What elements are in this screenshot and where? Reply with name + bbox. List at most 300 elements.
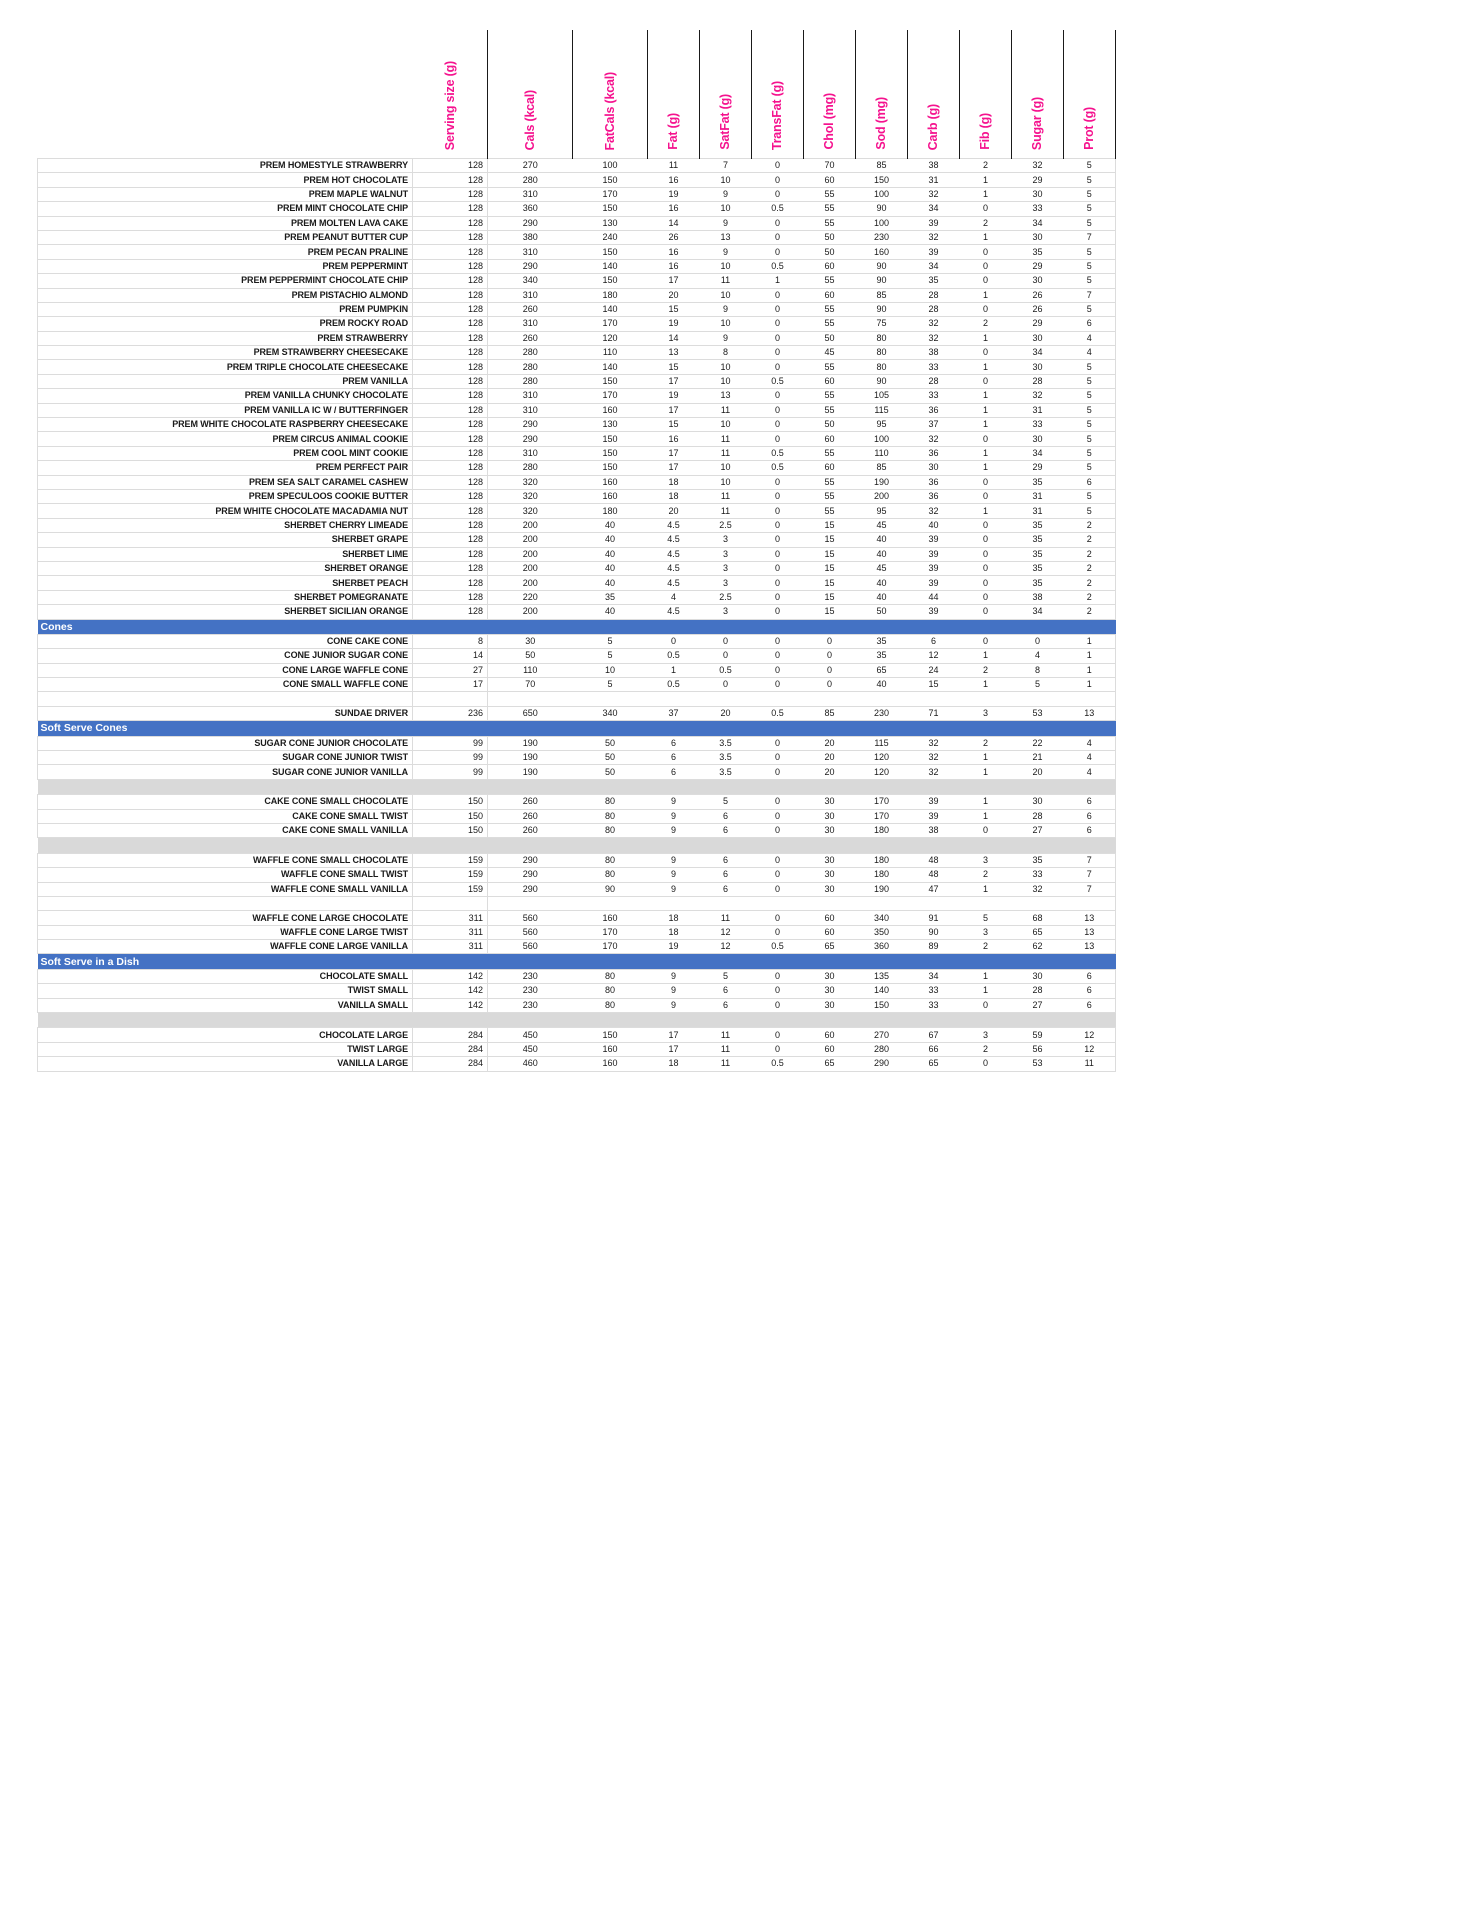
- item-value: 5: [700, 795, 752, 809]
- item-value: 34: [908, 259, 960, 273]
- item-value: 128: [413, 533, 488, 547]
- item-value: 0: [752, 925, 804, 939]
- item-value: 95: [856, 418, 908, 432]
- item-value: 4.5: [648, 518, 700, 532]
- item-value: 5: [1064, 302, 1116, 316]
- item-value: 6: [1064, 998, 1116, 1012]
- item-value: 5: [1064, 389, 1116, 403]
- item-value: 9: [700, 187, 752, 201]
- item-name: PREM MOLTEN LAVA CAKE: [38, 216, 413, 230]
- item-value: 60: [804, 432, 856, 446]
- item-value: 99: [413, 751, 488, 765]
- item-value: 50: [804, 331, 856, 345]
- item-name: WAFFLE CONE SMALL CHOCOLATE: [38, 853, 413, 867]
- item-value: 0: [752, 795, 804, 809]
- item-value: 0: [960, 605, 1012, 619]
- item-value: 35: [908, 274, 960, 288]
- item-value: 120: [856, 751, 908, 765]
- item-value: 30: [804, 969, 856, 983]
- item-value: 236: [413, 706, 488, 720]
- item-value: 340: [488, 274, 573, 288]
- item-value: 100: [856, 187, 908, 201]
- item-value: 0: [752, 245, 804, 259]
- item-value: 4: [1064, 765, 1116, 779]
- item-value: 9: [700, 216, 752, 230]
- item-value: 0: [752, 736, 804, 750]
- table-row: [38, 706, 1116, 720]
- item-value: 2: [960, 1042, 1012, 1056]
- spacer-cell: [38, 692, 413, 706]
- item-value: 128: [413, 346, 488, 360]
- column-header: [700, 30, 752, 159]
- item-value: 28: [908, 374, 960, 388]
- item-value: 6: [700, 882, 752, 896]
- item-value: 5: [1064, 173, 1116, 187]
- item-value: 30: [804, 823, 856, 837]
- item-value: 1: [1064, 678, 1116, 692]
- table-row: [38, 346, 1116, 360]
- item-value: 4: [1064, 331, 1116, 345]
- item-value: 9: [700, 245, 752, 259]
- item-value: 280: [488, 461, 573, 475]
- item-value: 39: [908, 605, 960, 619]
- item-value: 150: [573, 446, 648, 460]
- item-value: 45: [856, 518, 908, 532]
- item-value: 9: [648, 809, 700, 823]
- item-value: 160: [573, 403, 648, 417]
- item-value: 4.5: [648, 576, 700, 590]
- item-value: 60: [804, 911, 856, 925]
- spacer-cell: [960, 692, 1012, 706]
- table-row: [38, 868, 1116, 882]
- column-header: [573, 30, 648, 159]
- item-value: 28: [908, 288, 960, 302]
- item-name: PREM MAPLE WALNUT: [38, 187, 413, 201]
- item-value: 200: [488, 561, 573, 575]
- item-value: 1: [960, 809, 1012, 823]
- item-value: 39: [908, 245, 960, 259]
- item-value: 27: [413, 663, 488, 677]
- item-value: 60: [804, 374, 856, 388]
- item-value: 2: [960, 159, 1012, 173]
- item-value: 34: [1012, 605, 1064, 619]
- item-value: 0: [960, 998, 1012, 1012]
- item-value: 11: [700, 911, 752, 925]
- item-value: 1: [960, 288, 1012, 302]
- item-value: 9: [648, 984, 700, 998]
- item-value: 2: [1064, 547, 1116, 561]
- item-name: PREM VANILLA IC W / BUTTERFINGER: [38, 403, 413, 417]
- table-row: [38, 418, 1116, 432]
- item-value: 38: [1012, 590, 1064, 604]
- spacer-cell: [1012, 692, 1064, 706]
- item-value: 360: [488, 202, 573, 216]
- item-value: 40: [856, 678, 908, 692]
- item-value: 80: [856, 331, 908, 345]
- spacer-cell: [856, 896, 908, 910]
- item-value: 33: [908, 998, 960, 1012]
- item-name: PREM PEPPERMINT: [38, 259, 413, 273]
- item-value: 4: [1064, 736, 1116, 750]
- item-name: PREM STRAWBERRY CHEESECAKE: [38, 346, 413, 360]
- item-value: 128: [413, 475, 488, 489]
- spacer-cell: [908, 896, 960, 910]
- spacer-row: [38, 838, 1116, 853]
- item-value: 35: [1012, 475, 1064, 489]
- item-value: 40: [573, 561, 648, 575]
- item-value: 4: [648, 590, 700, 604]
- item-value: 17: [648, 274, 700, 288]
- item-value: 3.5: [700, 736, 752, 750]
- item-value: 35: [1012, 576, 1064, 590]
- item-value: 320: [488, 475, 573, 489]
- item-value: 0: [960, 475, 1012, 489]
- table-row: [38, 1042, 1116, 1056]
- item-value: 11: [700, 1042, 752, 1056]
- item-value: 35: [1012, 518, 1064, 532]
- item-value: 0: [752, 418, 804, 432]
- spacer-cell: [1012, 896, 1064, 910]
- item-value: 2: [1064, 533, 1116, 547]
- item-value: 34: [908, 969, 960, 983]
- item-value: 0: [752, 346, 804, 360]
- item-value: 150: [573, 1028, 648, 1042]
- item-value: 31: [1012, 489, 1064, 503]
- item-value: 37: [648, 706, 700, 720]
- item-value: 110: [856, 446, 908, 460]
- item-value: 350: [856, 925, 908, 939]
- item-value: 15: [804, 561, 856, 575]
- item-value: 150: [856, 998, 908, 1012]
- item-value: 310: [488, 446, 573, 460]
- item-value: 9: [648, 795, 700, 809]
- item-value: 311: [413, 911, 488, 925]
- item-value: 0: [752, 634, 804, 648]
- item-value: 12: [1064, 1042, 1116, 1056]
- item-value: 0: [752, 230, 804, 244]
- section-row: [38, 619, 1116, 634]
- header-row: [38, 30, 1116, 159]
- item-value: 6: [700, 984, 752, 998]
- spacer-cell: [413, 692, 488, 706]
- item-value: 35: [1012, 533, 1064, 547]
- item-value: 5: [1064, 418, 1116, 432]
- item-value: 35: [573, 590, 648, 604]
- section-label: Soft Serve Cones: [38, 721, 1116, 736]
- item-value: 5: [573, 634, 648, 648]
- column-header-label: Fat (g): [666, 113, 681, 150]
- item-value: 17: [648, 403, 700, 417]
- item-value: 128: [413, 576, 488, 590]
- item-value: 50: [856, 605, 908, 619]
- item-value: 11: [700, 489, 752, 503]
- column-header-label: Cals (kcal): [522, 89, 537, 150]
- item-value: 85: [856, 461, 908, 475]
- item-value: 284: [413, 1028, 488, 1042]
- item-value: 150: [573, 245, 648, 259]
- item-value: 0: [960, 590, 1012, 604]
- column-header-label: Sod (mg): [874, 97, 889, 150]
- spacer-cell: [856, 692, 908, 706]
- item-value: 0: [752, 547, 804, 561]
- item-value: 32: [908, 736, 960, 750]
- item-value: 85: [804, 706, 856, 720]
- item-value: 2: [960, 216, 1012, 230]
- table-row: [38, 576, 1116, 590]
- item-name: SHERBET POMEGRANATE: [38, 590, 413, 604]
- item-value: 39: [908, 576, 960, 590]
- item-name: CONE LARGE WAFFLE CONE: [38, 663, 413, 677]
- item-name: PREM HOT CHOCOLATE: [38, 173, 413, 187]
- item-value: 0.5: [700, 663, 752, 677]
- item-value: 55: [804, 360, 856, 374]
- item-name: WAFFLE CONE SMALL VANILLA: [38, 882, 413, 896]
- item-value: 36: [908, 446, 960, 460]
- item-value: 55: [804, 504, 856, 518]
- item-value: 35: [1012, 853, 1064, 867]
- spacer-cell: [488, 896, 573, 910]
- item-value: 5: [573, 649, 648, 663]
- item-value: 0: [960, 518, 1012, 532]
- item-value: 10: [700, 259, 752, 273]
- item-value: 47: [908, 882, 960, 896]
- item-value: 10: [700, 360, 752, 374]
- item-value: 0: [752, 1042, 804, 1056]
- item-value: 55: [804, 446, 856, 460]
- item-value: 60: [804, 1042, 856, 1056]
- item-value: 30: [804, 809, 856, 823]
- table-row: [38, 547, 1116, 561]
- item-value: 10: [700, 288, 752, 302]
- column-header: [1064, 30, 1116, 159]
- item-value: 80: [573, 809, 648, 823]
- table-row: [38, 561, 1116, 575]
- item-value: 290: [488, 216, 573, 230]
- item-value: 2: [960, 868, 1012, 882]
- item-value: 32: [908, 751, 960, 765]
- item-value: 150: [413, 823, 488, 837]
- item-value: 20: [804, 765, 856, 779]
- item-value: 5: [1064, 274, 1116, 288]
- item-value: 0.5: [752, 374, 804, 388]
- table-row: [38, 461, 1116, 475]
- spacer-cell: [38, 1013, 1116, 1028]
- column-header-label: Carb (g): [926, 103, 941, 150]
- item-value: 32: [908, 504, 960, 518]
- item-value: 150: [573, 432, 648, 446]
- item-value: 19: [648, 187, 700, 201]
- section-label: Cones: [38, 619, 1116, 634]
- item-value: 128: [413, 446, 488, 460]
- item-value: 190: [488, 736, 573, 750]
- item-value: 3: [700, 561, 752, 575]
- table-row: [38, 216, 1116, 230]
- item-value: 32: [908, 765, 960, 779]
- item-value: 290: [488, 259, 573, 273]
- item-value: 7: [1064, 230, 1116, 244]
- item-value: 20: [648, 288, 700, 302]
- spacer-cell: [700, 692, 752, 706]
- item-value: 190: [856, 475, 908, 489]
- item-value: 0: [752, 998, 804, 1012]
- item-name: PREM STRAWBERRY: [38, 331, 413, 345]
- spacer-cell: [38, 779, 1116, 794]
- item-name: PREM ROCKY ROAD: [38, 317, 413, 331]
- item-value: 15: [804, 518, 856, 532]
- item-value: 260: [488, 795, 573, 809]
- item-value: 32: [908, 331, 960, 345]
- spacer-cell: [573, 896, 648, 910]
- item-value: 1: [960, 403, 1012, 417]
- table-row: [38, 663, 1116, 677]
- item-value: 50: [804, 418, 856, 432]
- item-name: SUGAR CONE JUNIOR VANILLA: [38, 765, 413, 779]
- item-value: 260: [488, 809, 573, 823]
- item-value: 1: [960, 984, 1012, 998]
- item-value: 280: [488, 360, 573, 374]
- item-value: 80: [856, 346, 908, 360]
- item-value: 0: [752, 823, 804, 837]
- item-value: 11: [700, 403, 752, 417]
- table-row: [38, 634, 1116, 648]
- section-label: Soft Serve in a Dish: [38, 954, 1116, 969]
- item-value: 9: [648, 998, 700, 1012]
- item-name: WAFFLE CONE LARGE CHOCOLATE: [38, 911, 413, 925]
- item-value: 6: [700, 809, 752, 823]
- table-row: [38, 317, 1116, 331]
- item-value: 35: [1012, 561, 1064, 575]
- item-value: 150: [573, 274, 648, 288]
- item-value: 45: [804, 346, 856, 360]
- item-value: 230: [856, 230, 908, 244]
- item-value: 200: [488, 547, 573, 561]
- item-value: 1: [960, 751, 1012, 765]
- spacer-row: [38, 692, 1116, 706]
- item-value: 110: [573, 346, 648, 360]
- table-row: [38, 911, 1116, 925]
- item-name: CAKE CONE SMALL TWIST: [38, 809, 413, 823]
- item-value: 0: [804, 678, 856, 692]
- column-header: [488, 30, 573, 159]
- item-value: 10: [700, 475, 752, 489]
- item-value: 128: [413, 173, 488, 187]
- item-value: 128: [413, 605, 488, 619]
- item-value: 5: [1064, 403, 1116, 417]
- item-value: 13: [1064, 925, 1116, 939]
- item-value: 17: [648, 461, 700, 475]
- item-value: 6: [700, 868, 752, 882]
- item-value: 6: [1064, 969, 1116, 983]
- item-value: 55: [804, 389, 856, 403]
- item-value: 280: [488, 374, 573, 388]
- item-value: 0: [960, 576, 1012, 590]
- spacer-cell: [752, 896, 804, 910]
- item-value: 4: [1064, 751, 1116, 765]
- item-value: 110: [488, 663, 573, 677]
- item-value: 30: [1012, 432, 1064, 446]
- column-header-label: Fib (g): [978, 113, 993, 150]
- item-value: 0: [752, 504, 804, 518]
- item-value: 0: [700, 649, 752, 663]
- item-value: 190: [856, 882, 908, 896]
- item-value: 34: [1012, 216, 1064, 230]
- table-row: [38, 230, 1116, 244]
- item-value: 159: [413, 868, 488, 882]
- item-value: 50: [573, 736, 648, 750]
- item-name: SUGAR CONE JUNIOR CHOCOLATE: [38, 736, 413, 750]
- spacer-row: [38, 1013, 1116, 1028]
- item-value: 50: [488, 649, 573, 663]
- item-value: 90: [573, 882, 648, 896]
- item-name: PREM PECAN PRALINE: [38, 245, 413, 259]
- item-value: 130: [573, 418, 648, 432]
- table-row: [38, 202, 1116, 216]
- table-row: [38, 1057, 1116, 1071]
- item-value: 2: [1064, 605, 1116, 619]
- item-value: 4: [1064, 346, 1116, 360]
- item-value: 0: [752, 475, 804, 489]
- spacer-cell: [1064, 692, 1116, 706]
- item-value: 160: [856, 245, 908, 259]
- table-row: [38, 925, 1116, 939]
- table-row: [38, 823, 1116, 837]
- item-value: 48: [908, 853, 960, 867]
- column-header: [856, 30, 908, 159]
- item-value: 11: [700, 432, 752, 446]
- item-value: 5: [1012, 678, 1064, 692]
- item-value: 1: [960, 504, 1012, 518]
- item-value: 260: [488, 823, 573, 837]
- item-value: 284: [413, 1042, 488, 1056]
- item-value: 128: [413, 590, 488, 604]
- item-value: 560: [488, 911, 573, 925]
- item-value: 17: [648, 1028, 700, 1042]
- item-value: 0: [752, 649, 804, 663]
- item-value: 0: [960, 634, 1012, 648]
- table-row: [38, 302, 1116, 316]
- item-value: 128: [413, 245, 488, 259]
- item-value: 40: [573, 605, 648, 619]
- item-value: 2: [960, 663, 1012, 677]
- item-value: 29: [1012, 317, 1064, 331]
- item-value: 90: [856, 202, 908, 216]
- table-row: [38, 274, 1116, 288]
- column-header-label: SatFat (g): [718, 94, 733, 150]
- item-value: 128: [413, 259, 488, 273]
- item-value: 13: [700, 230, 752, 244]
- item-name: SHERBET PEACH: [38, 576, 413, 590]
- item-value: 230: [488, 998, 573, 1012]
- item-value: 260: [488, 331, 573, 345]
- item-value: 28: [908, 302, 960, 316]
- item-value: 39: [908, 547, 960, 561]
- table-row: [38, 259, 1116, 273]
- item-value: 55: [804, 317, 856, 331]
- item-value: 1: [960, 461, 1012, 475]
- item-value: 0: [752, 389, 804, 403]
- item-value: 15: [804, 576, 856, 590]
- item-value: 4: [1012, 649, 1064, 663]
- table-row: [38, 245, 1116, 259]
- item-value: 160: [573, 911, 648, 925]
- table-row: [38, 984, 1116, 998]
- section-row: [38, 721, 1116, 736]
- item-value: 35: [1012, 245, 1064, 259]
- item-value: 7: [1064, 853, 1116, 867]
- item-value: 0: [752, 576, 804, 590]
- item-value: 120: [573, 331, 648, 345]
- item-name: CONE SMALL WAFFLE CONE: [38, 678, 413, 692]
